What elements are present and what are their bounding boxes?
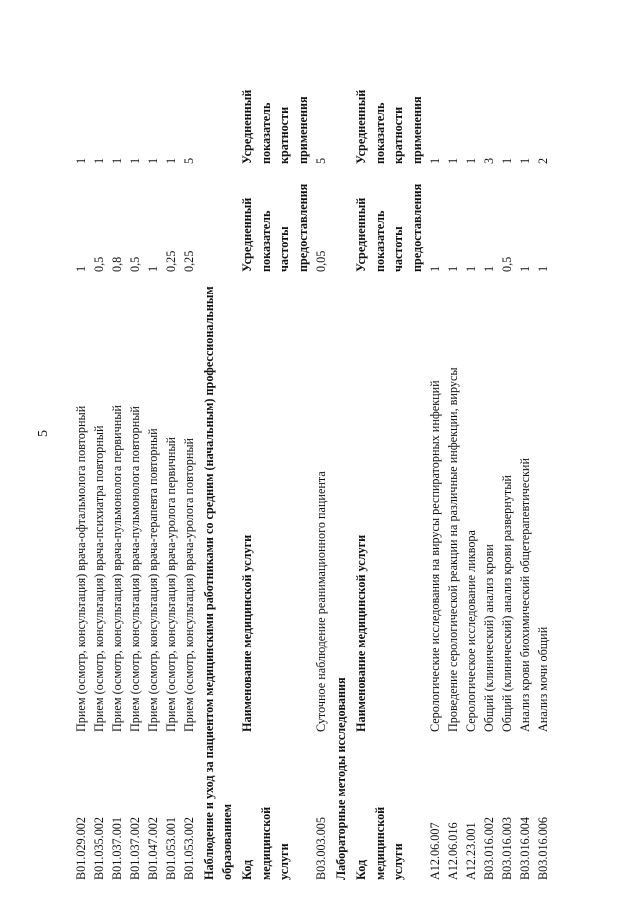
service-name: Анализ крови биохимический общетерапевтический	[518, 458, 532, 732]
frequency-value: 1	[446, 265, 460, 272]
frequency-value: 0,25	[164, 250, 178, 272]
service-code: B01.053.002	[182, 817, 196, 880]
service-name: Общий (клинический) анализ крови развернутый	[500, 475, 514, 732]
table-row	[162, 30, 180, 880]
frequency-value: 1	[428, 265, 442, 272]
multiplicity-value: 1	[446, 157, 460, 164]
multiplicity-value: 1	[92, 157, 106, 164]
frequency-value: 0,8	[110, 256, 124, 272]
frequency-value: 0,5	[128, 256, 142, 272]
header-code-line: медицинской	[258, 806, 273, 880]
header-code-line: Код	[240, 859, 254, 880]
multiplicity-value: 1	[74, 157, 88, 164]
service-name: Суточное наблюдение реанимационного пациента	[314, 471, 328, 732]
service-code: B01.053.001	[164, 817, 178, 880]
service-code: B01.047.002	[146, 817, 160, 880]
header-multiplicity	[238, 54, 312, 164]
multiplicity-value: 1	[164, 157, 178, 164]
multiplicity-value: 5	[314, 157, 328, 164]
multiplicity-value: 3	[482, 157, 496, 164]
service-code: B03.016.004	[518, 817, 532, 880]
service-name: Прием (осмотр, консультация) врача-офтальмолога повторный	[74, 405, 88, 732]
header-multiplicity-line: показатель	[372, 102, 387, 164]
table-row	[90, 30, 108, 880]
service-code: B01.029.002	[74, 817, 88, 880]
service-code: B01.037.002	[128, 817, 142, 880]
service-name: Прием (осмотр, консультация) врача-психиатра повторный	[92, 425, 106, 732]
lab-table	[426, 30, 552, 880]
table-row	[126, 30, 144, 880]
service-name: Прием (осмотр, консультация) врача-уролога повторный	[182, 437, 196, 732]
header-frequency	[352, 164, 426, 272]
frequency-value: 0,5	[500, 256, 514, 272]
multiplicity-value: 2	[536, 157, 550, 164]
header-multiplicity-line: кратности	[277, 106, 291, 164]
header-frequency	[238, 164, 312, 272]
frequency-value: 0,5	[92, 256, 106, 272]
service-code: A12.23.001	[464, 822, 478, 880]
multiplicity-value: 1	[464, 157, 478, 164]
section-title-care-line1: Наблюдение и уход за пациентом медицинскими работниками со средним (начальным) профессиональным	[202, 286, 216, 880]
service-name: Проведение серологической реакции на различные инфекции, вирусы	[446, 367, 460, 732]
service-name: Анализ мочи общий	[536, 626, 550, 732]
multiplicity-value: 1	[110, 157, 124, 164]
service-code: B01.035.002	[92, 817, 106, 880]
table-row	[444, 30, 462, 880]
table-row	[534, 30, 552, 880]
table-row	[480, 30, 498, 880]
header-multiplicity-line: применения	[295, 96, 310, 164]
service-name: Прием (осмотр, консультация) врача-пульмонолога повторный	[128, 406, 142, 732]
frequency-value: 1	[74, 265, 88, 272]
header-multiplicity-line: кратности	[391, 106, 405, 164]
multiplicity-value: 5	[182, 157, 196, 164]
page-number: 5	[36, 430, 51, 437]
section-title-care-line2: образованием	[220, 803, 234, 880]
multiplicity-value: 1	[428, 157, 442, 164]
service-name: Прием (осмотр, консультация) врача-пульмонолога первичный	[110, 405, 124, 732]
table-row	[108, 30, 126, 880]
table-row	[180, 30, 198, 880]
header-multiplicity-line: Усредненный	[354, 89, 368, 164]
frequency-value: 0,05	[314, 250, 328, 272]
header-multiplicity-line: Усредненный	[240, 89, 254, 164]
multiplicity-value: 1	[518, 157, 532, 164]
frequency-value: 1	[518, 265, 532, 272]
header-code-line: медицинской	[372, 806, 387, 880]
service-code: B03.016.006	[536, 817, 550, 880]
service-code: B01.037.001	[110, 817, 124, 880]
header-frequency-line: Усредненный	[354, 197, 368, 272]
consult-table	[72, 30, 198, 880]
header-name: Наименование медицинской услуги	[354, 534, 368, 732]
header-multiplicity-line: применения	[409, 96, 424, 164]
frequency-value: 0,25	[182, 250, 196, 272]
table-header	[352, 30, 426, 880]
section-title-care	[200, 30, 236, 880]
header-frequency-line: показатель	[258, 210, 273, 272]
frequency-value: 1	[482, 265, 496, 272]
service-name: Прием (осмотр, консультация) врача-терапевта повторный	[146, 428, 160, 732]
header-multiplicity-line: показатель	[258, 102, 273, 164]
service-code: A12.06.016	[446, 822, 460, 880]
table-row	[462, 30, 480, 880]
service-name: Серологические исследования на вирусы респираторных инфекций	[428, 380, 442, 732]
service-name: Серологическое исследование ликвора	[464, 530, 478, 732]
header-code-line: услуги	[391, 843, 405, 880]
header-code-line: Код	[354, 859, 368, 880]
multiplicity-value: 1	[128, 157, 142, 164]
header-name: Наименование медицинской услуги	[240, 534, 254, 732]
table-row	[498, 30, 516, 880]
table-header	[238, 30, 312, 880]
header-multiplicity	[352, 54, 426, 164]
frequency-value: 1	[464, 265, 478, 272]
table-row	[426, 30, 444, 880]
table-row	[72, 30, 90, 880]
service-code: A12.06.007	[428, 822, 442, 880]
service-name: Прием (осмотр, консультация) врача-уролога первичный	[164, 436, 178, 732]
care-table	[312, 30, 330, 880]
service-code: B03.016.002	[482, 817, 496, 880]
table-row	[144, 30, 162, 880]
header-frequency-line: частоты	[277, 226, 291, 272]
header-frequency-line: предоставления	[409, 183, 424, 272]
header-code	[238, 732, 294, 880]
multiplicity-value: 1	[146, 157, 160, 164]
table-row	[516, 30, 534, 880]
header-code-line: услуги	[277, 843, 291, 880]
header-frequency-line: предоставления	[295, 183, 310, 272]
frequency-value: 1	[146, 265, 160, 272]
service-name: Общий (клинический) анализ крови	[482, 544, 496, 732]
header-frequency-line: Усредненный	[240, 197, 254, 272]
table-row	[312, 30, 330, 880]
header-frequency-line: частоты	[391, 226, 405, 272]
header-code	[352, 732, 408, 880]
header-frequency-line: показатель	[372, 210, 387, 272]
document-body	[72, 30, 632, 880]
service-code: B03.016.003	[500, 817, 514, 880]
service-code: B03.003.005	[314, 817, 328, 880]
frequency-value: 1	[536, 265, 550, 272]
multiplicity-value: 1	[500, 157, 514, 164]
section-title-lab: Лабораторные методы исследования	[334, 677, 348, 880]
